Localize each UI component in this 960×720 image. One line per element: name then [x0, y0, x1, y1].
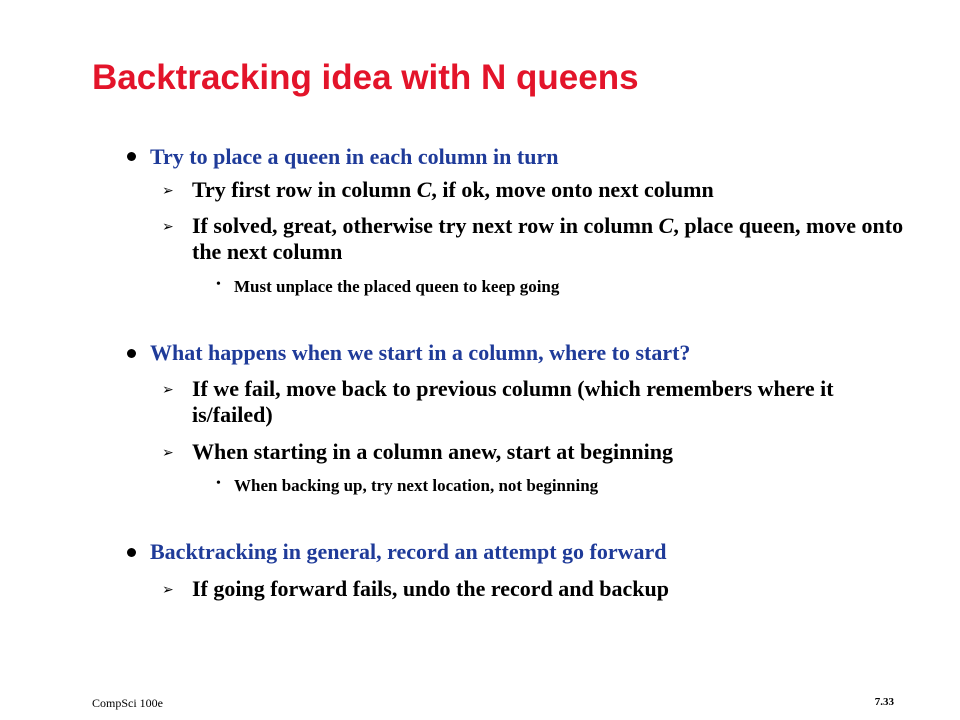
- bullet-1-sub-2-em: C: [658, 213, 674, 238]
- arrowhead-icon: ➢: [162, 582, 174, 598]
- arrowhead-icon: ➢: [162, 445, 174, 461]
- bullet-1-text: Try to place a queen in each column in turn: [150, 144, 559, 169]
- bullet-1-subsub-1: Must unplace the placed queen to keep going: [234, 277, 560, 296]
- bullet-1-sub-2: [192, 213, 912, 265]
- bullet-1-sub-1-em: C: [416, 177, 432, 202]
- arrowhead-icon: ➢: [162, 382, 174, 398]
- footer-page-number: 7.33: [874, 696, 894, 708]
- bullet-circle-icon: [127, 548, 136, 557]
- bullet-2-text: What happens when we start in a column, where to start?: [150, 340, 691, 365]
- bullet-3-text: Backtracking in general, record an attempt go forward: [150, 539, 667, 564]
- bullet-circle-icon: [127, 152, 136, 161]
- small-dot-icon: •: [216, 277, 221, 292]
- small-dot-icon: •: [216, 476, 221, 491]
- footer-course: CompSci 100e: [92, 696, 163, 710]
- bullet-1-sub-2-pre: If solved, great, otherwise try next row in column: [192, 213, 659, 238]
- bullet-3-sub-1: If going forward fails, undo the record and backup: [192, 576, 669, 601]
- bullet-1-sub-2-post: , place queen, move onto the next column: [192, 213, 904, 264]
- bullet-circle-icon: [127, 349, 136, 358]
- bullet-1-sub-1: [192, 177, 912, 203]
- slide-title: Backtracking idea with N queens: [92, 58, 639, 97]
- arrowhead-icon: ➢: [162, 183, 174, 199]
- bullet-1-sub-1-pre: Try first row in column: [192, 177, 417, 202]
- bullet-2-sub-1: If we fail, move back to previous column (which remembers where it is/failed): [192, 376, 834, 427]
- bullet-2-sub-2: When starting in a column anew, start at beginning: [192, 439, 673, 464]
- bullet-1-sub-1-post: , if ok, move onto next column: [431, 177, 714, 202]
- bullet-2-subsub-1: When backing up, try next location, not beginning: [234, 476, 599, 495]
- arrowhead-icon: ➢: [162, 219, 174, 235]
